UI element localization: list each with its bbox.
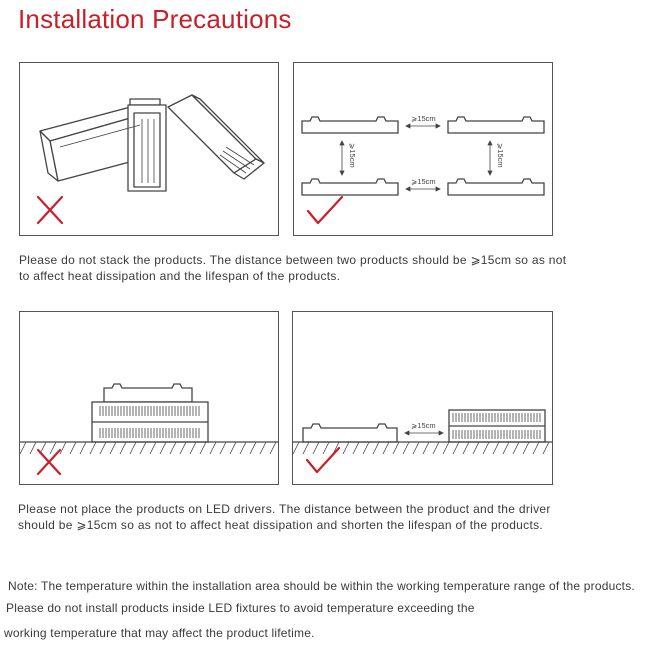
note-line1: Note: The temperature within the installation area should be within the working temperature range of the products. — [8, 579, 635, 593]
section2-caption — [18, 501, 588, 533]
note-line2: Please do not install products inside LED fixtures to avoid temperature exceeding the — [6, 601, 475, 615]
panel-beside-driver-correct — [292, 311, 553, 485]
note-line3: working temperature that may affect the product lifetime. — [4, 626, 315, 640]
gap-label-bottom: ⩾15cm — [411, 177, 436, 186]
gap-label-right: ⩾15cm — [496, 143, 505, 168]
product-beside-driver-illustration — [293, 312, 552, 484]
spaced-products-illustration — [294, 63, 552, 235]
product-on-driver-illustration — [20, 312, 278, 484]
section1-caption-line1: Please do not stack the products. The distance between two products should be ⩾15cm so as not — [19, 253, 567, 267]
panel-stacked-wrong — [19, 62, 279, 236]
page-title: Installation Precautions — [18, 4, 292, 34]
panel-spaced-correct — [293, 62, 553, 236]
wrong-cross-icon — [38, 197, 62, 223]
gap-label-top: ⩾15cm — [411, 114, 436, 123]
stacked-products-illustration — [20, 63, 278, 235]
correct-check-icon — [308, 197, 342, 223]
section1-caption — [19, 252, 579, 284]
section1-caption-line2: to affect heat dissipation and the lifespan of the products. — [19, 269, 341, 283]
gap-label-driver: ⩾15cm — [411, 421, 436, 430]
panel-on-driver-wrong — [19, 311, 279, 485]
gap-label-left: ⩾15cm — [348, 143, 357, 168]
wrong-cross-icon — [38, 450, 60, 474]
section2-caption-line1: Please not place the products on LED drivers. The distance between the product and the driver — [18, 502, 551, 516]
section2-caption-line2: should be ⩾15cm so as not to affect heat dissipation and shorten the lifespan of the products. — [18, 518, 544, 532]
